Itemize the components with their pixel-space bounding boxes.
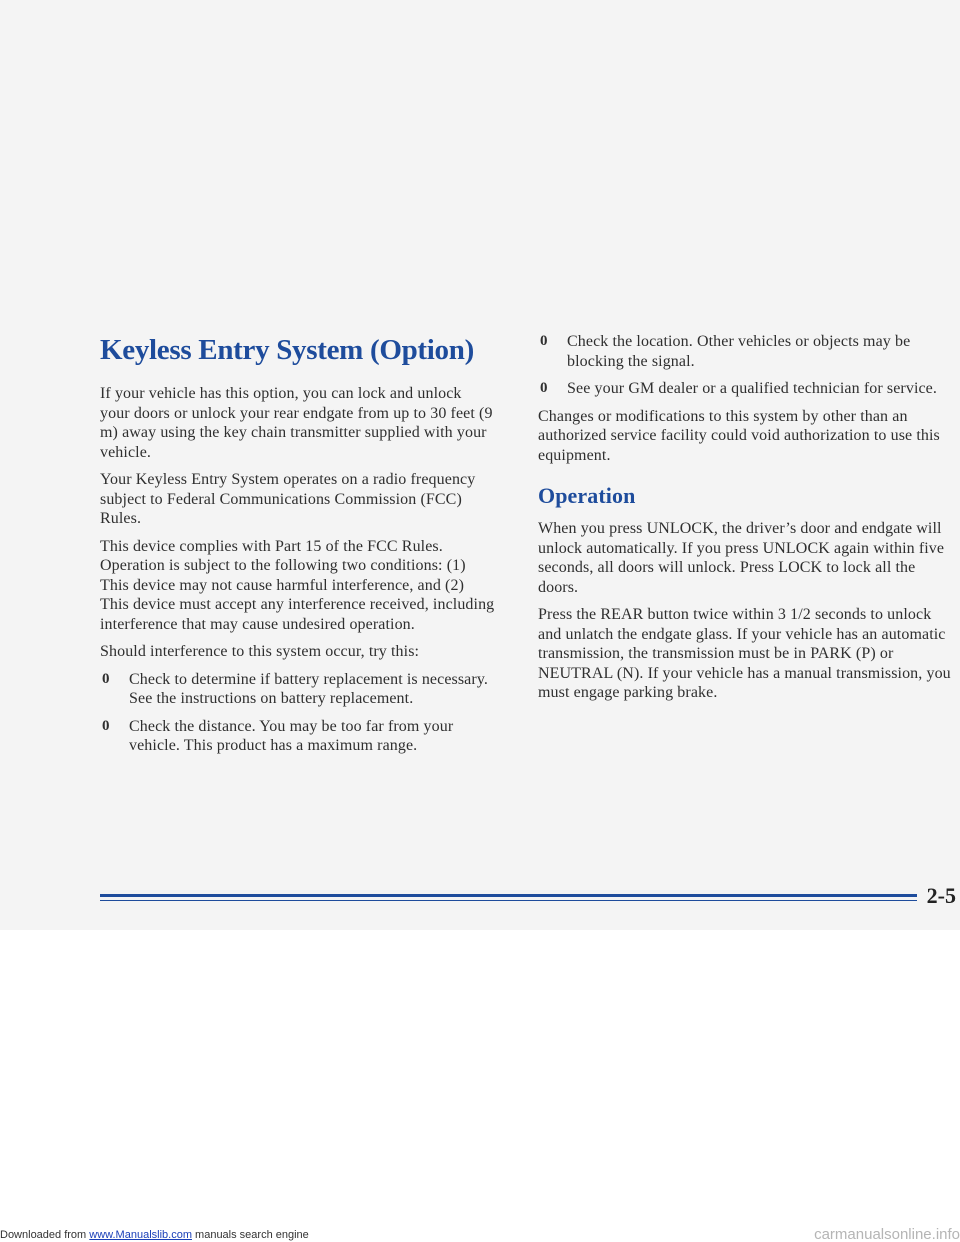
paragraph: This device complies with Part 15 of the FCC Rules. Operation is subject to the following two conditions: (1) This device may not cause harmful interference, and (2) This device must accept any interference received, including interference that may cause undesired operation.	[100, 537, 495, 633]
bullet-icon: 0	[102, 670, 110, 687]
paragraph: Changes or modifications to this system by other than an authorized service facility could void authorization to use this equipment.	[538, 407, 940, 464]
paragraph: When you press UNLOCK, the driver’s door and endgate will unlock automatically. If you press UNLOCK again within five seconds, all doors will unlock. Press LOCK to lock all the doors.	[538, 520, 945, 596]
paragraph: Press the REAR button twice within 3 1/2 seconds to unlock and unlatch the endgate glass. If your vehicle has an automatic transmission, the transmission must be in PARK (P) or NEUTRAL (N). If your vehicle has a manual transmission, you must engage parking brake.	[538, 606, 951, 701]
manualslib-link[interactable]: www.Manualslib.com	[89, 1229, 192, 1241]
footer-suffix: manuals search engine	[191, 1229, 309, 1241]
bullet-icon: 0	[540, 333, 548, 349]
footer-watermark: carmanualsonline.info	[814, 1226, 960, 1242]
bullet-list	[538, 332, 956, 399]
paragraph: Should interference to this system occur, try this:	[100, 643, 420, 660]
bottom-rule	[100, 894, 926, 906]
list-item	[538, 332, 956, 371]
bullet-icon: 0	[540, 380, 548, 396]
list-item-text: Check the distance. You may be too far from your vehicle. This product has a maximum range.	[129, 717, 454, 754]
section-heading-keyless-entry: Keyless Entry System (Option)	[100, 334, 474, 366]
right-column	[538, 332, 956, 711]
bullet-icon: 0	[102, 717, 110, 734]
download-footer	[0, 1228, 960, 1242]
rule-thick-line	[100, 894, 926, 897]
list-item-text: Check the location. Other vehicles or objects may be blocking the signal.	[567, 333, 911, 370]
list-item	[100, 670, 495, 709]
list-item	[100, 717, 495, 756]
list-item-text: Check to determine if battery replacement is necessary. See the instructions on battery replacement.	[129, 670, 488, 707]
subheading-operation: Operation	[538, 483, 636, 508]
list-item	[538, 379, 956, 399]
rule-thin-line	[100, 900, 926, 901]
list-item-text: See your GM dealer or a qualified technician for service.	[567, 380, 937, 397]
bullet-list	[100, 670, 495, 756]
footer-prefix: Downloaded from	[0, 1229, 90, 1241]
paragraph: If your vehicle has this option, you can lock and unlock your doors or unlock your rear endgate from up to 30 feet (9 m) away using the key chain transmitter supplied with your vehicle.	[100, 385, 493, 461]
left-column	[100, 332, 495, 764]
paragraph: Your Keyless Entry System operates on a radio frequency subject to Federal Communications Commission (FCC) Rules.	[100, 471, 476, 527]
page-number: 2-5	[917, 883, 956, 909]
